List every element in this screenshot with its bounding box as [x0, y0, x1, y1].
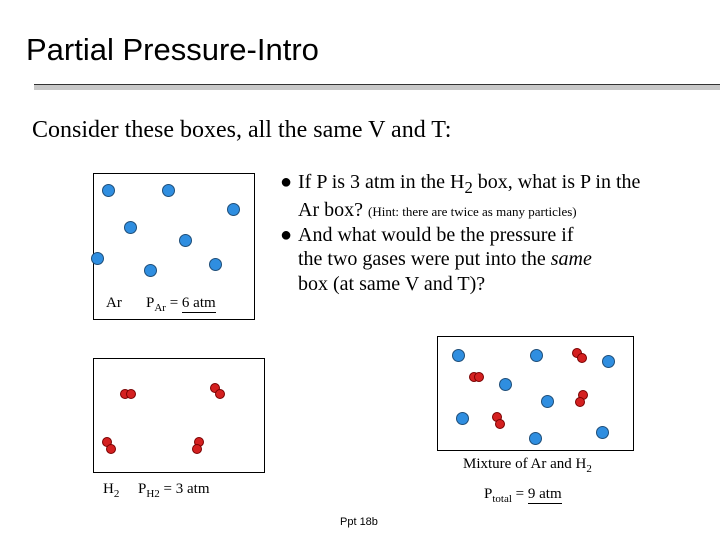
total-pressure-symbol: P: [484, 486, 493, 502]
bullet-icon: ●: [280, 171, 293, 193]
hydrogen-particle: [215, 389, 225, 399]
argon-particle: [456, 412, 469, 425]
hydrogen-pressure-value: 3: [175, 481, 184, 497]
total-pressure-unit: atm: [539, 486, 562, 502]
hydrogen-particle: [192, 444, 202, 454]
argon-pressure-equals: =: [165, 295, 182, 311]
argon-particle: [124, 221, 137, 234]
question-list: [276, 170, 720, 296]
slide-footer: Ppt 18b: [340, 516, 378, 528]
slide-title: Partial Pressure-Intro: [26, 32, 319, 67]
question-2-text-c: box (at same V and T)?: [298, 272, 486, 295]
title-underline: [34, 84, 720, 85]
question-1-text-a: If P is 3 atm in the H: [298, 171, 465, 193]
argon-box-label: Ar: [106, 295, 122, 311]
argon-particle: [102, 184, 115, 197]
total-pressure-equals: =: [511, 486, 528, 502]
hydrogen-box-symbol: H: [103, 481, 114, 497]
question-1-text-c: Ar box?: [298, 199, 368, 222]
hydrogen-particle: [577, 353, 587, 363]
argon-particle: [209, 258, 222, 271]
argon-pressure-label: [146, 295, 216, 314]
hydrogen-pressure-unit: atm: [187, 481, 210, 497]
hydrogen-pressure-label: [138, 481, 210, 500]
argon-particle: [91, 252, 104, 265]
argon-particle: [144, 264, 157, 277]
intro-text: Consider these boxes, all the same V and T:: [32, 117, 452, 143]
argon-particle: [179, 234, 192, 247]
total-pressure-subscript: total: [492, 493, 512, 505]
question-2: [276, 223, 720, 296]
hydrogen-particle: [126, 389, 136, 399]
argon-particle: [162, 184, 175, 197]
total-pressure-value: 9: [527, 486, 536, 502]
mixture-box: [437, 336, 634, 451]
hydrogen-particle: [575, 397, 585, 407]
question-2-emphasis: same: [550, 248, 592, 271]
bullet-icon: ●: [280, 223, 293, 246]
hydrogen-particle: [106, 444, 116, 454]
argon-pressure-symbol: P: [146, 295, 155, 311]
argon-particle: [452, 349, 465, 362]
hydrogen-pressure-symbol: P: [138, 481, 147, 497]
question-1-hint: (Hint: there are twice as many particles): [367, 204, 577, 220]
question-1: [276, 170, 720, 223]
argon-particle: [530, 349, 543, 362]
question-1-subscript: 2: [464, 178, 473, 197]
argon-pressure-subscript: Ar: [154, 302, 166, 314]
argon-particle: [596, 426, 609, 439]
hydrogen-particle: [474, 372, 484, 382]
argon-pressure-unit: atm: [193, 295, 216, 311]
argon-particle: [541, 395, 554, 408]
question-2-text-b: the two gases were put into the: [298, 248, 551, 271]
mixture-caption: [463, 456, 592, 475]
hydrogen-particle: [495, 419, 505, 429]
argon-particle: [529, 432, 542, 445]
total-pressure-label: [484, 486, 562, 505]
argon-pressure-answer: [182, 295, 216, 313]
hydrogen-box: [93, 358, 265, 473]
question-2-text-a: And what would be the pressure if: [298, 223, 574, 246]
argon-particle: [227, 203, 240, 216]
argon-pressure-value: 6: [181, 295, 190, 311]
argon-particle: [602, 355, 615, 368]
total-pressure-answer: [528, 486, 562, 504]
argon-particle: [499, 378, 512, 391]
mixture-caption-text: Mixture of Ar and H: [463, 456, 587, 472]
mixture-caption-subscript: 2: [586, 463, 592, 475]
hydrogen-box-subscript: 2: [113, 488, 120, 500]
hydrogen-pressure-equals: =: [159, 481, 176, 497]
hydrogen-pressure-subscript: H2: [146, 488, 160, 500]
argon-box: [93, 173, 255, 320]
hydrogen-box-label: [103, 481, 119, 500]
question-1-text-b: box, what is P in the: [472, 171, 641, 193]
